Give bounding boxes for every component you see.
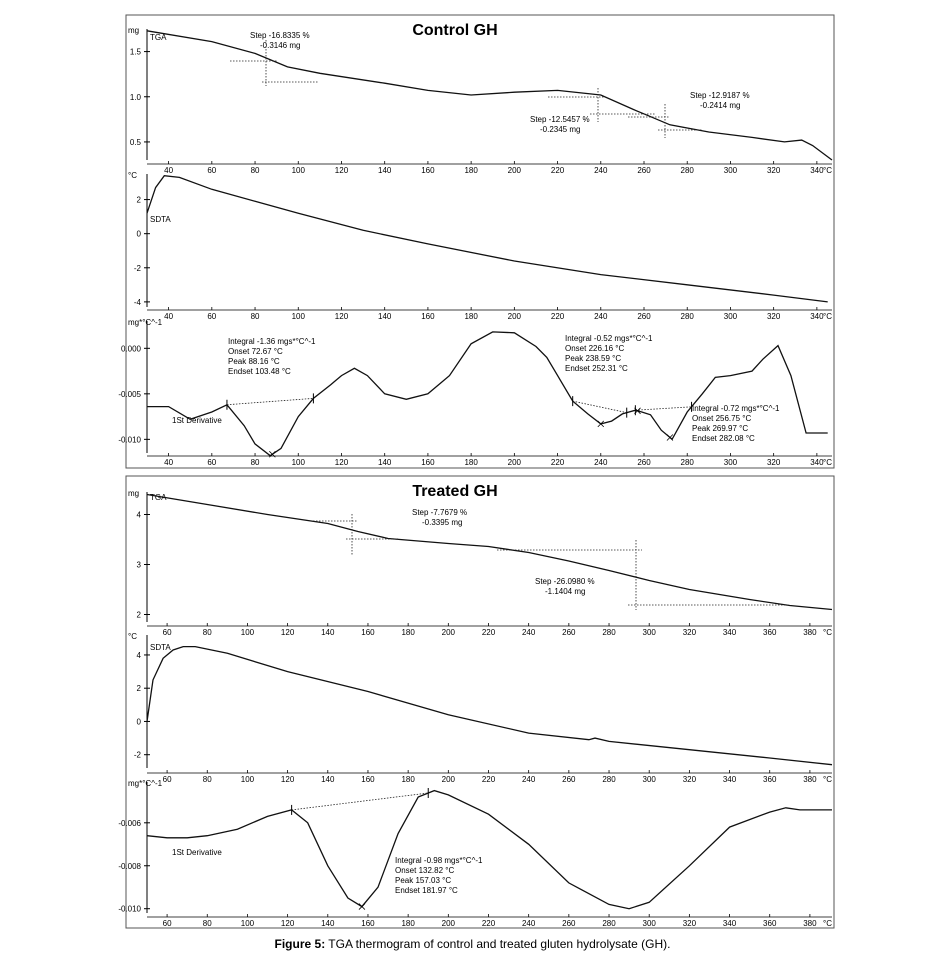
series-line-deriv [147, 791, 832, 909]
x-tick-label: 100 [240, 628, 255, 637]
x-tick-label: 220 [550, 312, 565, 321]
x-tick-label: 280 [602, 775, 616, 784]
x-tick-label: 320 [682, 919, 697, 928]
step-annotation-line: Step -12.5457 % [530, 115, 590, 124]
x-tick-label: 220 [481, 628, 496, 637]
x-tick-label: 180 [464, 166, 478, 175]
y-tick-label: 4 [136, 650, 141, 660]
x-tick-label: 200 [441, 628, 455, 637]
x-tick-label: 200 [507, 312, 522, 321]
x-tick-label: 60 [207, 166, 217, 175]
x-unit-label: °C [823, 775, 832, 784]
x-tick-label: 340 [810, 458, 824, 467]
x-tick-label: 80 [202, 919, 212, 928]
x-tick-label: 380 [803, 919, 817, 928]
series-line-tga [147, 495, 832, 610]
x-tick-label: 160 [361, 628, 375, 637]
y-tick-label: 0.5 [129, 137, 141, 147]
step-annotation-line: -0.3395 mg [422, 518, 463, 527]
chart-title: Control GH [412, 22, 498, 39]
x-tick-label: 340 [722, 775, 737, 784]
x-tick-label: 100 [291, 458, 305, 467]
x-tick-label: 360 [763, 919, 777, 928]
step-annotation-line: -1.1404 mg [545, 587, 586, 596]
x-tick-label: 100 [291, 166, 305, 175]
x-tick-label: 100 [291, 312, 305, 321]
peak-annotation-line: Endset 181.97 °C [395, 886, 458, 895]
x-tick-label: 240 [521, 775, 536, 784]
series-label: 1St Derivative [172, 416, 222, 425]
x-tick-label: 80 [202, 775, 212, 784]
x-tick-label: 240 [594, 312, 608, 321]
x-tick-label: 120 [334, 166, 349, 175]
x-tick-label: 200 [507, 166, 522, 175]
peak-annotation-line: Onset 132.82 °C [395, 866, 455, 875]
y-tick-label: -2 [133, 750, 141, 760]
y-tick-label: -0.010 [118, 904, 141, 914]
x-tick-label: 220 [550, 458, 565, 467]
peak-annotation-line: Integral -1.36 mgs*°C^-1 [228, 337, 316, 346]
x-unit-label: °C [823, 166, 832, 175]
peak-annotation-line: Onset 256.75 °C [692, 414, 752, 423]
x-tick-label: 140 [378, 458, 392, 467]
y-tick-label: 1.0 [129, 92, 141, 102]
x-tick-label: 140 [378, 312, 392, 321]
x-tick-label: 340 [810, 166, 824, 175]
x-tick-label: 300 [723, 312, 738, 321]
x-unit-label: °C [823, 458, 832, 467]
peak-annotation-line: Peak 238.59 °C [565, 354, 622, 363]
integration-baseline [635, 407, 691, 410]
x-tick-label: 80 [250, 166, 260, 175]
x-tick-label: 140 [321, 919, 335, 928]
y-tick-label: 1.5 [129, 47, 141, 57]
x-tick-label: 380 [803, 775, 817, 784]
x-tick-label: 260 [562, 919, 576, 928]
x-tick-label: 120 [280, 628, 295, 637]
x-tick-label: 60 [207, 458, 217, 467]
peak-annotation-line: Onset 226.16 °C [565, 344, 625, 353]
x-tick-label: 300 [642, 775, 656, 784]
series-label: TGA [150, 33, 167, 42]
x-tick-label: 340 [722, 919, 737, 928]
x-tick-label: 320 [766, 166, 781, 175]
x-tick-label: 60 [162, 919, 172, 928]
y-tick-label: -0.006 [118, 818, 141, 828]
series-label: SDTA [150, 643, 171, 652]
x-tick-label: 80 [250, 312, 260, 321]
peak-annotation-line: Endset 103.48 °C [228, 367, 291, 376]
series-line-sdta [147, 176, 828, 302]
peak-annotation-line: Peak 269.97 °C [692, 424, 749, 433]
y-tick-label: 3 [136, 560, 141, 570]
y-unit-label: mg [128, 489, 140, 498]
x-tick-label: 160 [421, 312, 435, 321]
figure-caption [0, 937, 945, 951]
y-tick-label: 2 [136, 195, 141, 205]
step-annotation-line: Step -26.0980 % [535, 577, 595, 586]
series-label: SDTA [150, 215, 171, 224]
x-tick-label: 320 [682, 775, 697, 784]
x-tick-label: 140 [321, 628, 335, 637]
caption-text: TGA thermogram of control and treated gluten hydrolysate (GH). [325, 937, 671, 951]
y-tick-label: -0.010 [118, 435, 141, 445]
x-tick-label: 120 [334, 458, 349, 467]
y-tick-label: -0.008 [118, 861, 141, 871]
x-tick-label: 320 [682, 628, 697, 637]
chart-frame [126, 15, 834, 468]
x-tick-label: 200 [441, 775, 455, 784]
series-label: TGA [150, 493, 167, 502]
x-tick-label: 140 [321, 775, 335, 784]
y-tick-label: 0.000 [120, 344, 141, 354]
peak-annotation-line: Integral -0.72 mgs*°C^-1 [692, 404, 780, 413]
x-tick-label: 280 [680, 312, 694, 321]
step-annotation-line: Step -16.8335 % [250, 31, 310, 40]
x-tick-label: 220 [481, 775, 496, 784]
series-label: 1St Derivative [172, 848, 222, 857]
peak-annotation-line: Peak 157.03 °C [395, 876, 452, 885]
y-unit-label: mg*°C^-1 [128, 779, 163, 788]
x-tick-label: 220 [550, 166, 565, 175]
x-tick-label: 280 [680, 458, 694, 467]
x-tick-label: 300 [723, 166, 738, 175]
x-tick-label: 220 [481, 919, 496, 928]
peak-annotation-line: Peak 88.16 °C [228, 357, 280, 366]
x-tick-label: 360 [763, 628, 777, 637]
x-tick-label: 300 [642, 628, 656, 637]
x-tick-label: 240 [521, 919, 536, 928]
y-tick-label: -2 [133, 263, 141, 273]
y-unit-label: °C [128, 171, 137, 180]
x-tick-label: 60 [162, 775, 172, 784]
x-unit-label: °C [823, 628, 832, 637]
step-annotation-line: Step -7.7679 % [412, 508, 468, 517]
integration-baseline [227, 398, 313, 404]
x-tick-label: 380 [803, 628, 817, 637]
step-annotation-line: -0.2414 mg [700, 101, 741, 110]
x-tick-label: 180 [401, 919, 415, 928]
y-tick-label: 2 [136, 684, 141, 694]
x-tick-label: 260 [637, 458, 651, 467]
x-tick-label: 160 [361, 775, 375, 784]
x-tick-label: 280 [680, 166, 694, 175]
step-annotation-line: -0.2345 mg [540, 125, 581, 134]
x-tick-label: 120 [280, 775, 295, 784]
x-tick-label: 60 [162, 628, 172, 637]
integration-baseline [292, 793, 429, 810]
y-unit-label: mg [128, 26, 140, 35]
x-tick-label: 260 [637, 166, 651, 175]
x-tick-label: 300 [723, 458, 738, 467]
x-tick-label: 180 [401, 775, 415, 784]
x-tick-label: 260 [637, 312, 651, 321]
y-tick-label: -0.005 [118, 389, 141, 399]
x-tick-label: 180 [464, 458, 478, 467]
x-tick-label: 100 [240, 775, 255, 784]
x-tick-label: 200 [507, 458, 522, 467]
step-annotation-line: Step -12.9187 % [690, 91, 750, 100]
y-unit-label: mg*°C^-1 [128, 318, 163, 327]
peak-marker [667, 435, 673, 441]
x-tick-label: 160 [421, 458, 435, 467]
x-tick-label: 200 [441, 919, 455, 928]
x-tick-label: 100 [240, 919, 255, 928]
x-tick-label: 280 [602, 628, 616, 637]
x-tick-label: 360 [763, 775, 777, 784]
x-tick-label: 320 [766, 458, 781, 467]
x-tick-label: 40 [164, 166, 174, 175]
y-unit-label: °C [128, 632, 137, 641]
series-line-sdta [147, 647, 832, 765]
peak-marker [359, 904, 365, 910]
integration-baseline [573, 401, 627, 413]
x-tick-label: 60 [207, 312, 217, 321]
peak-annotation-line: Integral -0.52 mgs*°C^-1 [565, 334, 653, 343]
x-tick-label: 160 [361, 919, 375, 928]
x-tick-label: 80 [202, 628, 212, 637]
x-tick-label: 260 [562, 775, 576, 784]
x-tick-label: 80 [250, 458, 260, 467]
x-tick-label: 140 [378, 166, 392, 175]
x-tick-label: 160 [421, 166, 435, 175]
y-tick-label: -4 [133, 297, 141, 307]
x-unit-label: °C [823, 919, 832, 928]
x-tick-label: 340 [722, 628, 737, 637]
y-tick-label: 4 [136, 510, 141, 520]
caption-label: Figure 5: [274, 937, 326, 951]
x-tick-label: 300 [642, 919, 656, 928]
x-unit-label: °C [823, 312, 832, 321]
x-tick-label: 240 [521, 628, 536, 637]
peak-annotation-line: Endset 252.31 °C [565, 364, 628, 373]
x-tick-label: 180 [464, 312, 478, 321]
x-tick-label: 240 [594, 458, 608, 467]
x-tick-label: 40 [164, 312, 174, 321]
x-tick-label: 40 [164, 458, 174, 467]
y-tick-label: 0 [136, 229, 141, 239]
x-tick-label: 260 [562, 628, 576, 637]
step-annotation-line: -0.3146 mg [260, 41, 301, 50]
x-tick-label: 180 [401, 628, 415, 637]
x-tick-label: 320 [766, 312, 781, 321]
peak-annotation-line: Endset 282.08 °C [692, 434, 755, 443]
peak-annotation-line: Integral -0.98 mgs*°C^-1 [395, 856, 483, 865]
x-tick-label: 120 [334, 312, 349, 321]
x-tick-label: 120 [280, 919, 295, 928]
peak-annotation-line: Onset 72.67 °C [228, 347, 283, 356]
y-tick-label: 2 [136, 610, 141, 620]
chart-title: Treated GH [412, 483, 498, 500]
x-tick-label: 240 [594, 166, 608, 175]
x-tick-label: 280 [602, 919, 616, 928]
y-tick-label: 0 [136, 717, 141, 727]
x-tick-label: 340 [810, 312, 824, 321]
